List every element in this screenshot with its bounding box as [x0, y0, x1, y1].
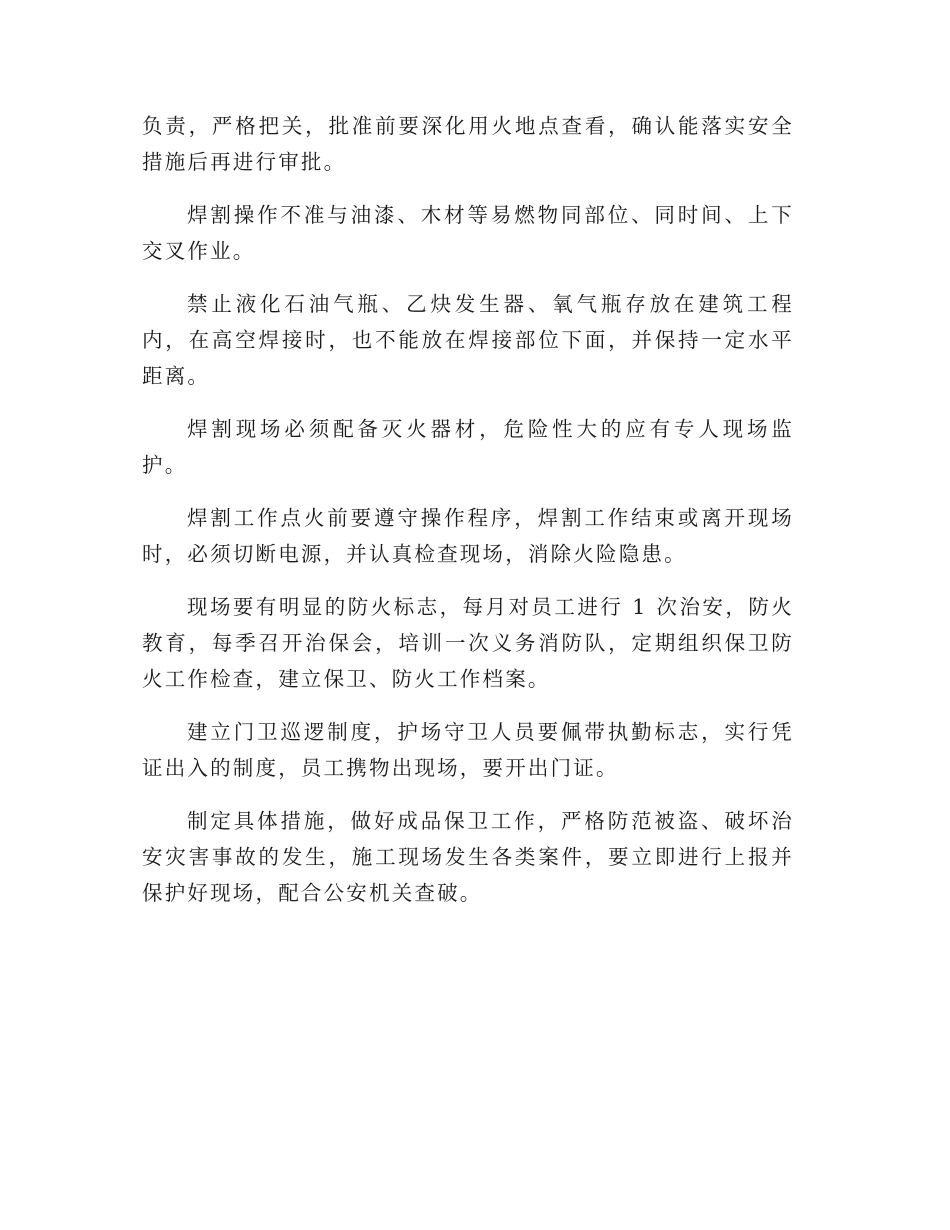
- paragraph-4: 焊割现场必须配备灭火器材，危险性大的应有专人现场监护。: [142, 417, 794, 477]
- paragraph-8: 制定具体措施，做好成品保卫工作，严格防范被盗、破坏治安灾害事故的发生，施工现场发生各类案件，要立即进行上报并保护好现场，配合公安机关查破。: [142, 809, 794, 905]
- paragraph-3: 禁止液化石油气瓶、乙炔发生器、氧气瓶存放在建筑工程内，在高空焊接时，也不能放在焊接部位下面，并保持一定水平距离。: [142, 292, 794, 388]
- document-body: [142, 108, 794, 928]
- paragraph-6: 现场要有明显的防火标志，每月对员工进行 1 次治安，防火教育，每季召开治保会，培训一次义务消防队，定期组织保卫防火工作检查，建立保卫、防火工作档案。: [142, 595, 794, 691]
- paragraph-7: 建立门卫巡逻制度，护场守卫人员要佩带执勤标志，实行凭证出入的制度，员工携物出现场，要开出门证。: [142, 720, 794, 780]
- paragraph-1: 负责，严格把关，批准前要深化用火地点查看，确认能落实安全措施后再进行审批。: [142, 114, 794, 174]
- paragraph-5: 焊割工作点火前要遵守操作程序，焊割工作结束或离开现场时，必须切断电源，并认真检查现场，消除火险隐患。: [142, 506, 794, 566]
- paragraph-2: 焊割操作不准与油漆、木材等易燃物同部位、同时间、上下交叉作业。: [142, 203, 794, 263]
